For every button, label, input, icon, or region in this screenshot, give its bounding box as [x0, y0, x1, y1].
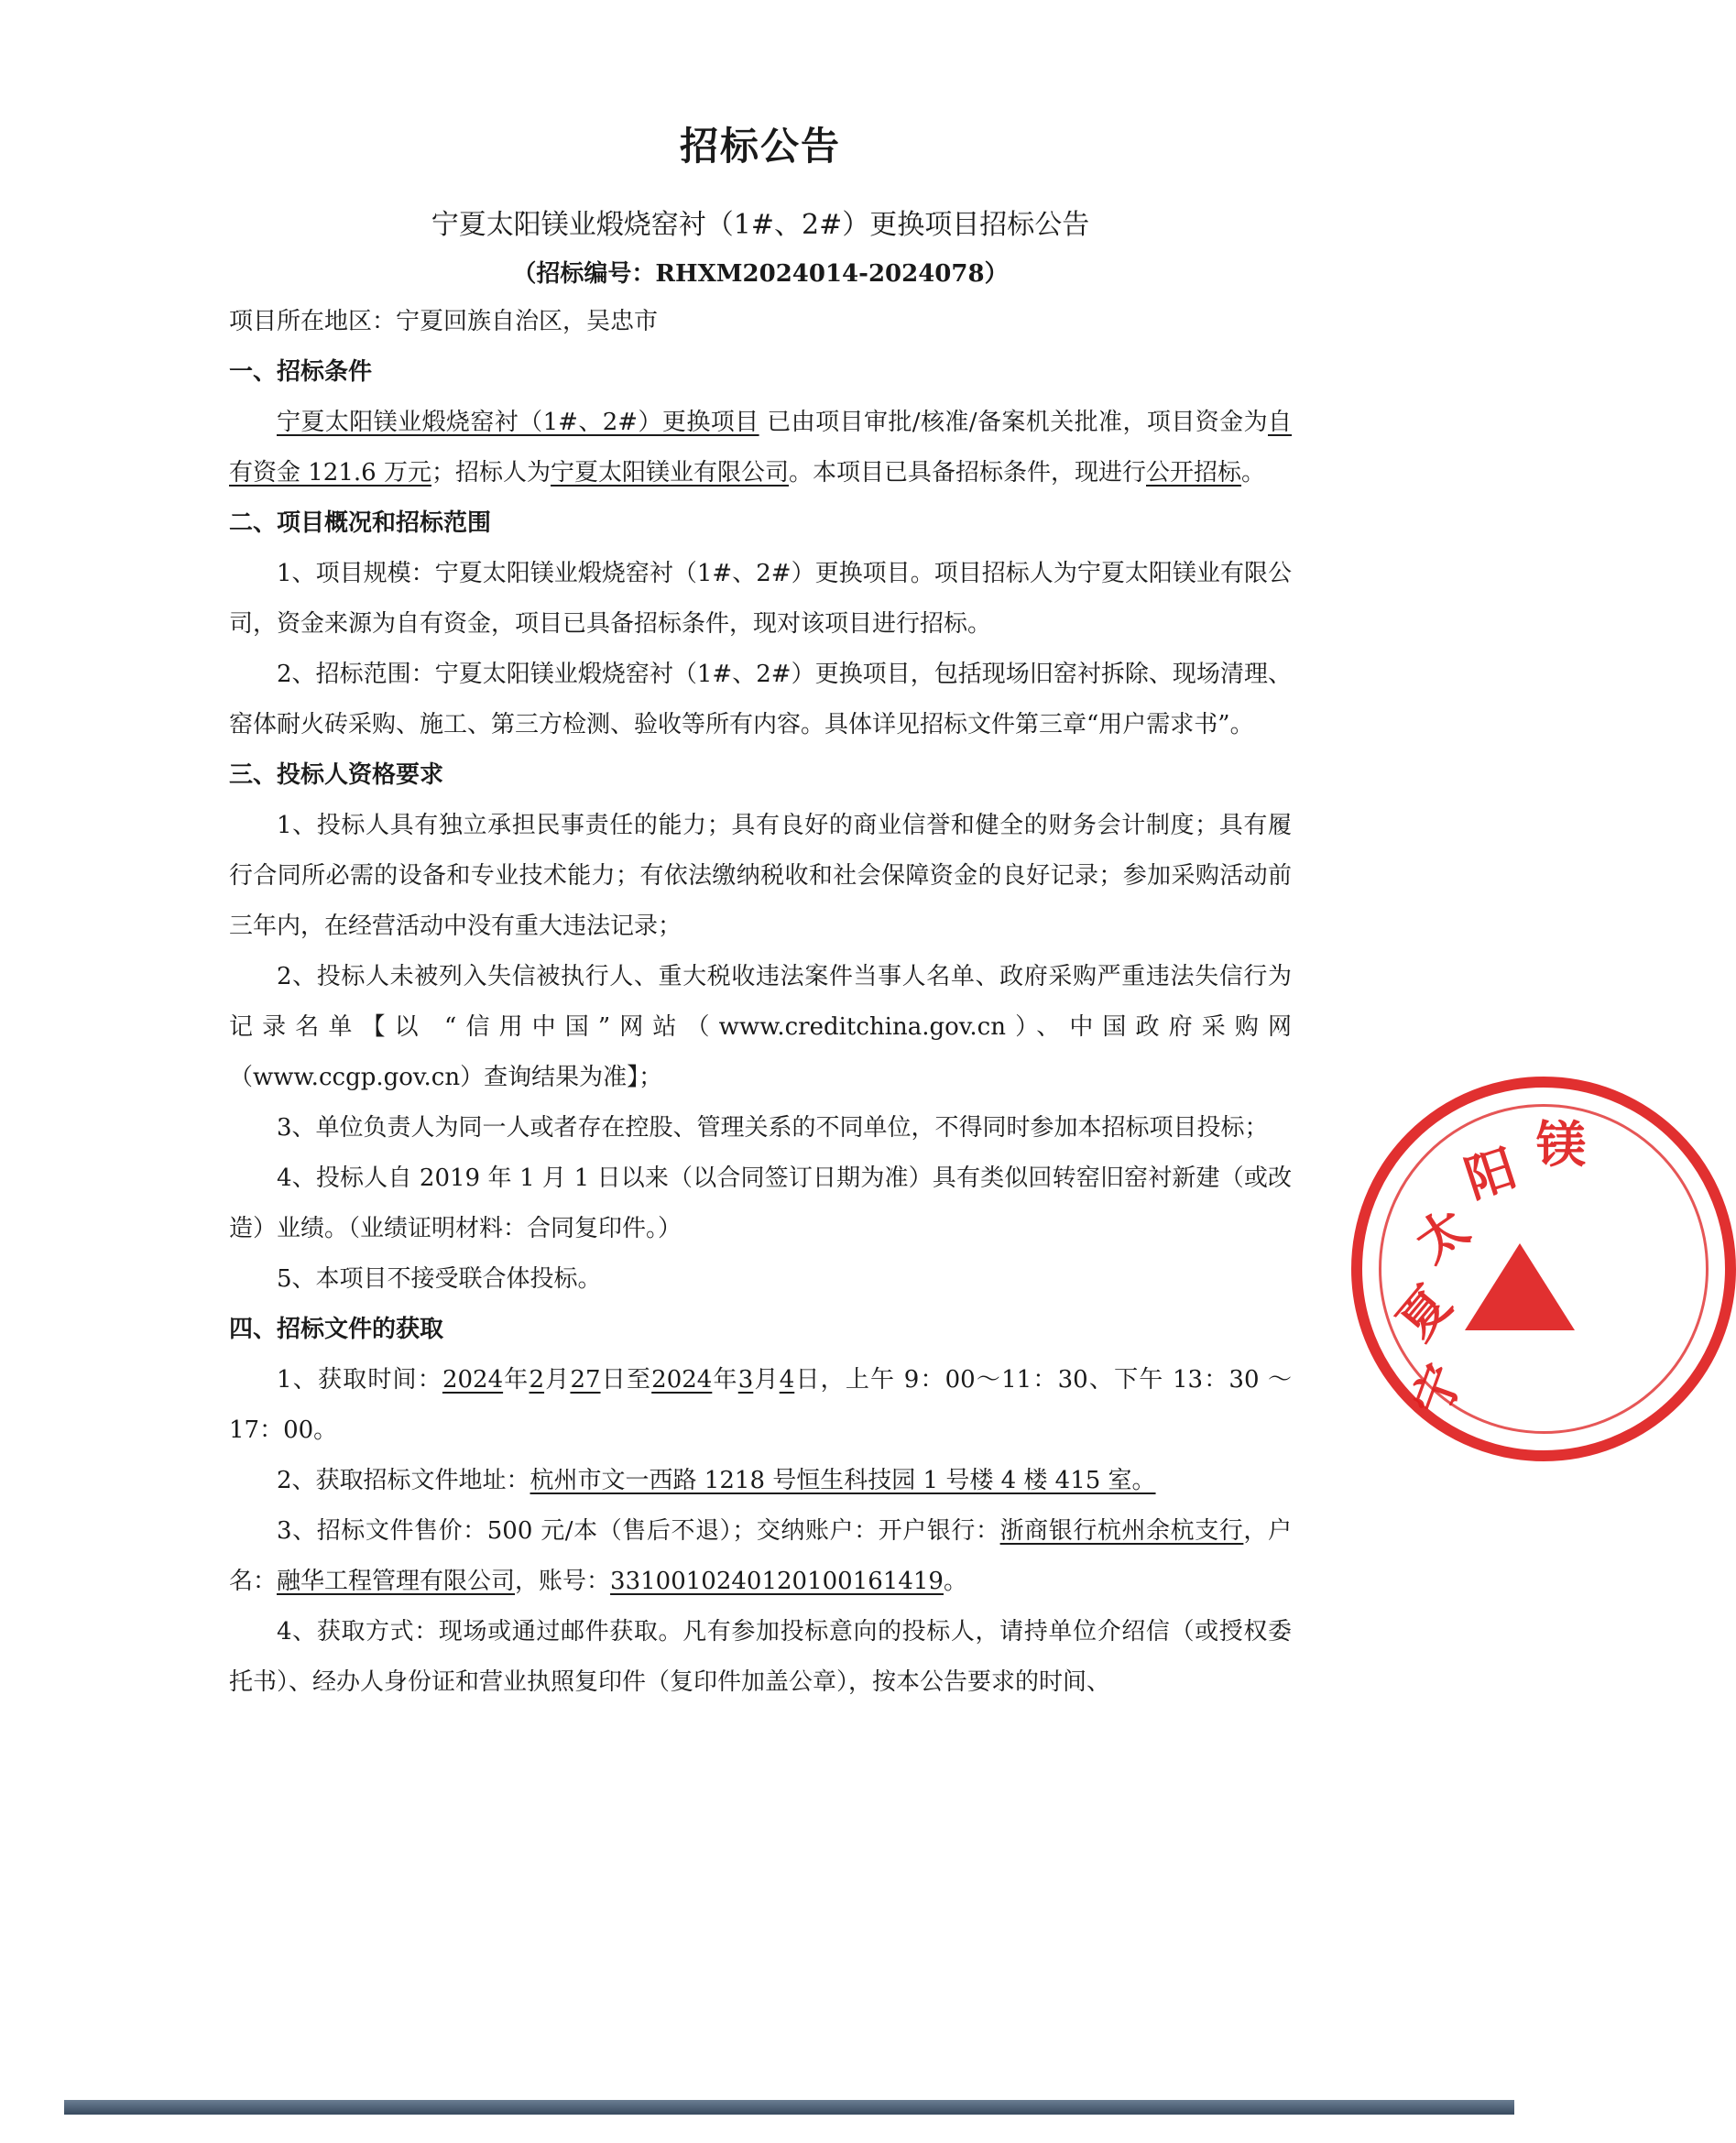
- project-location: 项目所在地区：宁夏回族自治区，吴忠市: [229, 308, 659, 335]
- seal-star-icon: [1465, 1243, 1575, 1330]
- section-heading-3: 三、投标人资格要求: [229, 761, 444, 789]
- document-price-paragraph: 3、招标文件售价：500 元/本（售后不退）；交纳账户：开户银行：浙商银行杭州余杭支行，户名：融华工程管理有限公司，账号：3310010240120100161419。: [229, 1517, 1292, 1595]
- project-name: 宁夏太阳镁业煅烧窑衬（1#、2#）更换项目: [277, 409, 759, 436]
- qualification-paragraph-1: 1、投标人具有独立承担民事责任的能力；具有良好的商业信誉和健全的财务会计制度；具有履行合同所必需的设备和专业技术能力；有依法缴纳税收和社会保障资金的良好记录；参加采购活动前三年内，在经营活动中没有重大违法记录；: [229, 812, 1292, 940]
- seal-char-5: 镁: [1536, 1116, 1586, 1174]
- account-number: 3310010240120100161419: [610, 1568, 944, 1595]
- company-seal: [1351, 1077, 1736, 1461]
- project-funds: 自有资金 121.6 万元: [229, 409, 1293, 487]
- seal-char-1: 宁: [1402, 1356, 1474, 1424]
- document-page: [229, 119, 1292, 1708]
- qualification-paragraph-2: 2、投标人未被列入失信被执行人、重大税收违法案件当事人名单、政府采购严重违法失信行为记录名单【以 “信用中国”网站（www.creditchina.gov.cn）、中国政府采购网（www.ccgp.gov.cn）查询结果为准】；: [229, 963, 1292, 1091]
- section-heading-1: 一、招标条件: [229, 358, 373, 386]
- section-heading-4: 四、招标文件的获取: [229, 1316, 444, 1343]
- tenderer-name: 宁夏太阳镁业有限公司: [550, 459, 789, 487]
- account-name: 融华工程管理有限公司: [277, 1568, 516, 1595]
- acquisition-address: 杭州市文一西路 1218 号恒生科技园 1 号楼 4 楼 415 室。: [530, 1467, 1156, 1494]
- acquisition-method-paragraph: 4、获取方式：现场或通过邮件获取。凡有参加投标意向的投标人，请持单位介绍信（或授权委托书）、经办人身份证和营业执照复印件（复印件加盖公章），按本公告要求的时间、: [229, 1618, 1292, 1696]
- tender-code: （招标编号：RHXM2024014-2024078）: [512, 260, 1009, 288]
- qualification-paragraph-4: 4、投标人自 2019 年 1 月 1 日以来（以合同签订日期为准）具有类似回转窑旧窑衬新建（或改造）业绩。（业绩证明材料：合同复印件。）: [229, 1164, 1292, 1242]
- acquisition-time-paragraph: 1、获取时间：2024年2月27日至2024年3月4日，上午 9：00～11：30、下午 13：30 ～17：00。: [229, 1366, 1292, 1444]
- project-scale-paragraph: 1、项目规模：宁夏太阳镁业煅烧窑衬（1#、2#）更换项目。项目招标人为宁夏太阳镁业有限公司，资金来源为自有资金，项目已具备招标条件，现对该项目进行招标。: [229, 560, 1292, 638]
- acquisition-address-paragraph: 2、获取招标文件地址：杭州市文一西路 1218 号恒生科技园 1 号楼 4 楼 415 室。: [277, 1467, 1156, 1494]
- qualification-paragraph-3: 3、单位负责人为同一人或者存在控股、管理关系的不同单位，不得同时参加本招标项目投标；: [277, 1114, 1269, 1142]
- seal-char-2: 夏: [1386, 1275, 1463, 1351]
- qualification-paragraph-5: 5、本项目不接受联合体投标。: [277, 1265, 602, 1293]
- tender-method: 公开招标: [1146, 459, 1242, 487]
- seal-char-3: 太: [1405, 1197, 1479, 1274]
- section-heading-2: 二、项目概况和招标范围: [229, 509, 492, 537]
- bank-name: 浙商银行杭州余杭支行: [999, 1517, 1244, 1545]
- tender-scope-paragraph: 2、招标范围：宁夏太阳镁业煅烧窑衬（1#、2#）更换项目，包括现场旧窑衬拆除、现场清理、窑体耐火砖采购、施工、第三方检测、验收等所有内容。具体详见招标文件第三章“用户需求书”。: [229, 661, 1292, 738]
- page-bottom-bar: [64, 2100, 1514, 2115]
- document-subtitle: 宁夏太阳镁业煅烧窑衬（1#、2#）更换项目招标公告: [431, 209, 1090, 241]
- tender-conditions-paragraph: 宁夏太阳镁业煅烧窑衬（1#、2#）更换项目 已由项目审批/核准/备案机关批准，项目资金为自有资金 121.6 万元；招标人为宁夏太阳镁业有限公司。本项目已具备招标条件，现进行公开招标。: [229, 409, 1293, 487]
- document-title: 招标公告: [679, 124, 841, 169]
- seal-char-4: 阳: [1458, 1139, 1523, 1209]
